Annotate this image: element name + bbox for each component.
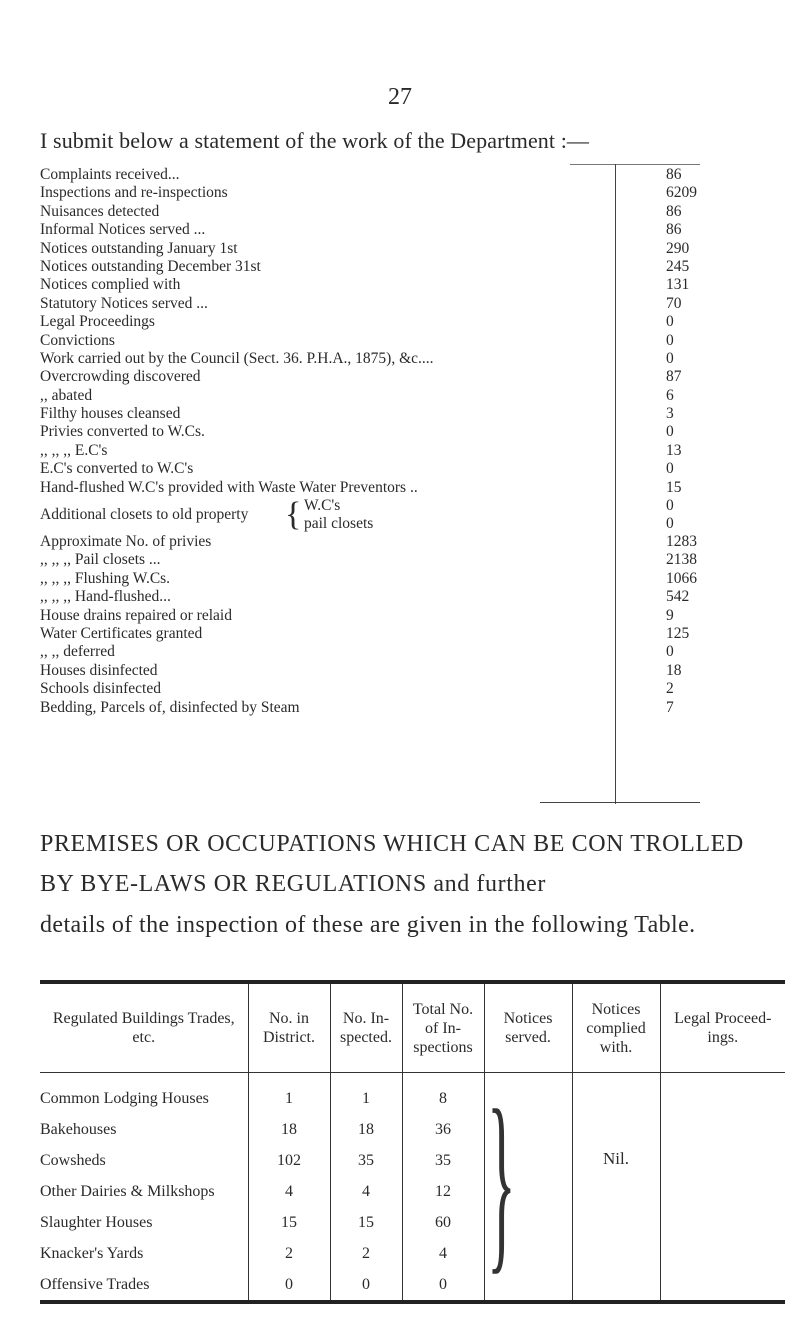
statement-row <box>40 313 700 331</box>
statement-label: House drains repaired or relaid <box>40 606 232 624</box>
statement-value: 0 <box>666 460 674 478</box>
statement-row <box>40 332 700 350</box>
statement-row <box>40 662 700 680</box>
brace-item-pail: pail closets <box>304 515 374 533</box>
total-inspections: 35 <box>402 1145 484 1176</box>
trade-name: Offensive Trades <box>40 1275 150 1293</box>
regulated-trades-table <box>40 980 785 1304</box>
nil-value: Nil. <box>603 1149 629 1168</box>
statement-label: ,, abated <box>40 386 93 404</box>
statement-label: Additional closets to old property <box>40 506 249 524</box>
header-no-in-district: No. in District. <box>248 982 330 1073</box>
no-inspected: 0 <box>330 1269 402 1302</box>
statement-label: Approximate No. of privies <box>40 533 212 551</box>
table-header-row <box>40 982 785 1073</box>
statement-value: 87 <box>666 368 682 386</box>
intro-text: I submit below a statement of the work of the Department :— <box>40 128 590 153</box>
statement-value: 18 <box>666 661 682 679</box>
statement-label: Convictions <box>40 331 115 349</box>
statement-label: Work carried out by the Council (Sect. 36. P.H.A., 1875), &c.... <box>40 349 434 367</box>
statement-row <box>40 221 700 239</box>
statement-top-rule <box>570 164 700 165</box>
statement-value: 0 <box>666 313 674 331</box>
statement-label: E.C's converted to W.C's <box>40 460 194 478</box>
statement-label: Statutory Notices served ... <box>40 294 208 312</box>
no-in-district: 15 <box>248 1207 330 1238</box>
notices-served-cell <box>484 1070 572 1303</box>
statement-label: Houses disinfected <box>40 661 158 679</box>
no-in-district: 18 <box>248 1114 330 1145</box>
header-no-inspected: No. In- spected. <box>330 982 402 1073</box>
no-inspected: 1 <box>330 1073 402 1115</box>
statement-label: ,, ,, ,, E.C's <box>40 441 108 459</box>
statement-row <box>40 479 700 497</box>
statement-label: Inspections and re-inspections <box>40 184 228 202</box>
statement-label: Nuisances detected <box>40 202 160 220</box>
statement-row <box>40 460 700 478</box>
legal-proceedings-cell <box>660 1073 785 1303</box>
statement-value: 86 <box>666 166 682 183</box>
statement-value: 245 <box>666 257 690 275</box>
no-inspected: 18 <box>330 1114 402 1145</box>
statement-row <box>40 533 700 551</box>
trade-name: Other Dairies & Milkshops <box>40 1182 215 1200</box>
brace-item-wc: W.C's <box>304 497 341 515</box>
statement-value: 1283 <box>666 533 697 551</box>
trade-name: Knacker's Yards <box>40 1244 144 1262</box>
statement-label: Legal Proceedings <box>40 313 155 331</box>
statement-row <box>40 295 700 313</box>
no-in-district: 2 <box>248 1238 330 1269</box>
statement-value: 6 <box>666 386 674 404</box>
statement-label: Notices outstanding December 31st <box>40 257 261 275</box>
header-total-inspections: Total No. of In- spections <box>402 982 484 1073</box>
statement-value: 6209 <box>666 184 697 202</box>
statement-value: 0 <box>666 331 674 349</box>
header-legal-proceedings: Legal Proceed- ings. <box>660 982 785 1073</box>
statement-row <box>40 588 700 606</box>
notices-complied-cell <box>572 1073 660 1303</box>
total-inspections: 36 <box>402 1114 484 1145</box>
statement-row <box>40 551 700 569</box>
page-number: 27 <box>388 84 412 110</box>
total-inspections: 8 <box>402 1073 484 1115</box>
trade-name: Slaughter Houses <box>40 1213 153 1231</box>
statement-row <box>40 184 700 202</box>
statement-value: 70 <box>666 294 682 312</box>
statement-label: Notices outstanding January 1st <box>40 239 238 257</box>
trade-name: Common Lodging Houses <box>40 1089 209 1107</box>
section-heading-continued: details of the inspection of these are given in the following Table. <box>40 912 696 938</box>
header-trades: Regulated Buildings Trades, etc. <box>40 982 248 1073</box>
table-row <box>40 1073 785 1115</box>
statement-value: 9 <box>666 606 674 624</box>
statement-label: Notices complied with <box>40 276 181 294</box>
no-in-district: 0 <box>248 1269 330 1302</box>
statement-row <box>40 387 700 405</box>
statement-row <box>40 368 700 386</box>
statement-label: Filthy houses cleansed <box>40 405 181 423</box>
statement-label: ,, ,, ,, Hand-flushed... <box>40 588 171 606</box>
brace-glyph: { <box>285 496 302 534</box>
statement-label: ,, ,, deferred <box>40 643 115 661</box>
statement-value: 0 <box>666 643 674 661</box>
total-inspections: 60 <box>402 1207 484 1238</box>
statement-value: 86 <box>666 202 682 220</box>
statement-value: 15 <box>666 478 682 496</box>
statement-value: 13 <box>666 441 682 459</box>
statement-label: Informal Notices served ... <box>40 221 206 239</box>
header-notices-complied: Notices complied with. <box>572 982 660 1073</box>
statement-row <box>40 680 700 698</box>
no-in-district: 1 <box>248 1073 330 1115</box>
statement-row <box>40 276 700 294</box>
statement-row <box>40 625 700 643</box>
statement-value: 3 <box>666 405 674 423</box>
statement-row <box>40 442 700 460</box>
statement-label: Schools disinfected <box>40 680 161 698</box>
no-inspected: 2 <box>330 1238 402 1269</box>
statement-row <box>40 570 700 588</box>
statement-value: 131 <box>666 276 690 294</box>
statement-value: 86 <box>666 221 682 239</box>
statement-label: Hand-flushed W.C's provided with Waste Water Preventors .. <box>40 478 418 496</box>
statement-label: ,, ,, ,, Pail closets ... <box>40 551 161 569</box>
total-inspections: 0 <box>402 1269 484 1302</box>
no-inspected: 35 <box>330 1145 402 1176</box>
no-inspected: 15 <box>330 1207 402 1238</box>
total-inspections: 12 <box>402 1176 484 1207</box>
statement-value: 2138 <box>666 551 697 569</box>
no-in-district: 102 <box>248 1145 330 1176</box>
section-heading: PREMISES OR OCCUPATIONS WHICH CAN BE CON TROLLED BY BYE-LAWS OR REGULATIONS and further <box>40 831 744 897</box>
no-in-district: 4 <box>248 1176 330 1207</box>
statement-row <box>40 607 700 625</box>
statement-row <box>40 350 700 368</box>
statement-label: Overcrowding discovered <box>40 368 201 386</box>
brace-items <box>304 497 373 533</box>
statement-row <box>40 699 700 717</box>
statement-label: Privies converted to W.Cs. <box>40 423 205 441</box>
statement-label: Water Certificates granted <box>40 624 203 642</box>
statement-value: 0 <box>666 515 674 533</box>
statement-value: 0 <box>666 349 674 367</box>
additional-closets-row <box>40 497 700 533</box>
statement-row <box>40 166 700 184</box>
statement-row <box>40 643 700 661</box>
no-inspected: 4 <box>330 1176 402 1207</box>
statement-row <box>40 405 700 423</box>
total-inspections: 4 <box>402 1238 484 1269</box>
statement-row <box>40 203 700 221</box>
statement-value: 542 <box>666 588 690 606</box>
statement-row <box>40 240 700 258</box>
trade-name: Cowsheds <box>40 1151 106 1169</box>
statement-value: 1066 <box>666 569 697 587</box>
statement-bottom-rule <box>540 802 700 803</box>
statement-row <box>40 423 700 441</box>
header-notices-served: Notices served. <box>484 982 572 1073</box>
statement-row <box>40 258 700 276</box>
statement-value: 290 <box>666 239 690 257</box>
trade-name: Bakehouses <box>40 1120 117 1138</box>
statement-label: Complaints received... <box>40 166 180 183</box>
statement-value: 2 <box>666 680 674 698</box>
statement-value: 0 <box>666 423 674 441</box>
statement-value: 125 <box>666 624 690 642</box>
statement-value: 0 <box>666 497 674 515</box>
brace-glyph: } <box>486 1070 516 1291</box>
statement-label: Bedding, Parcels of, disinfected by Steam <box>40 698 300 716</box>
work-statement <box>40 166 700 717</box>
statement-label: ,, ,, ,, Flushing W.Cs. <box>40 569 171 587</box>
statement-value: 7 <box>666 698 674 716</box>
